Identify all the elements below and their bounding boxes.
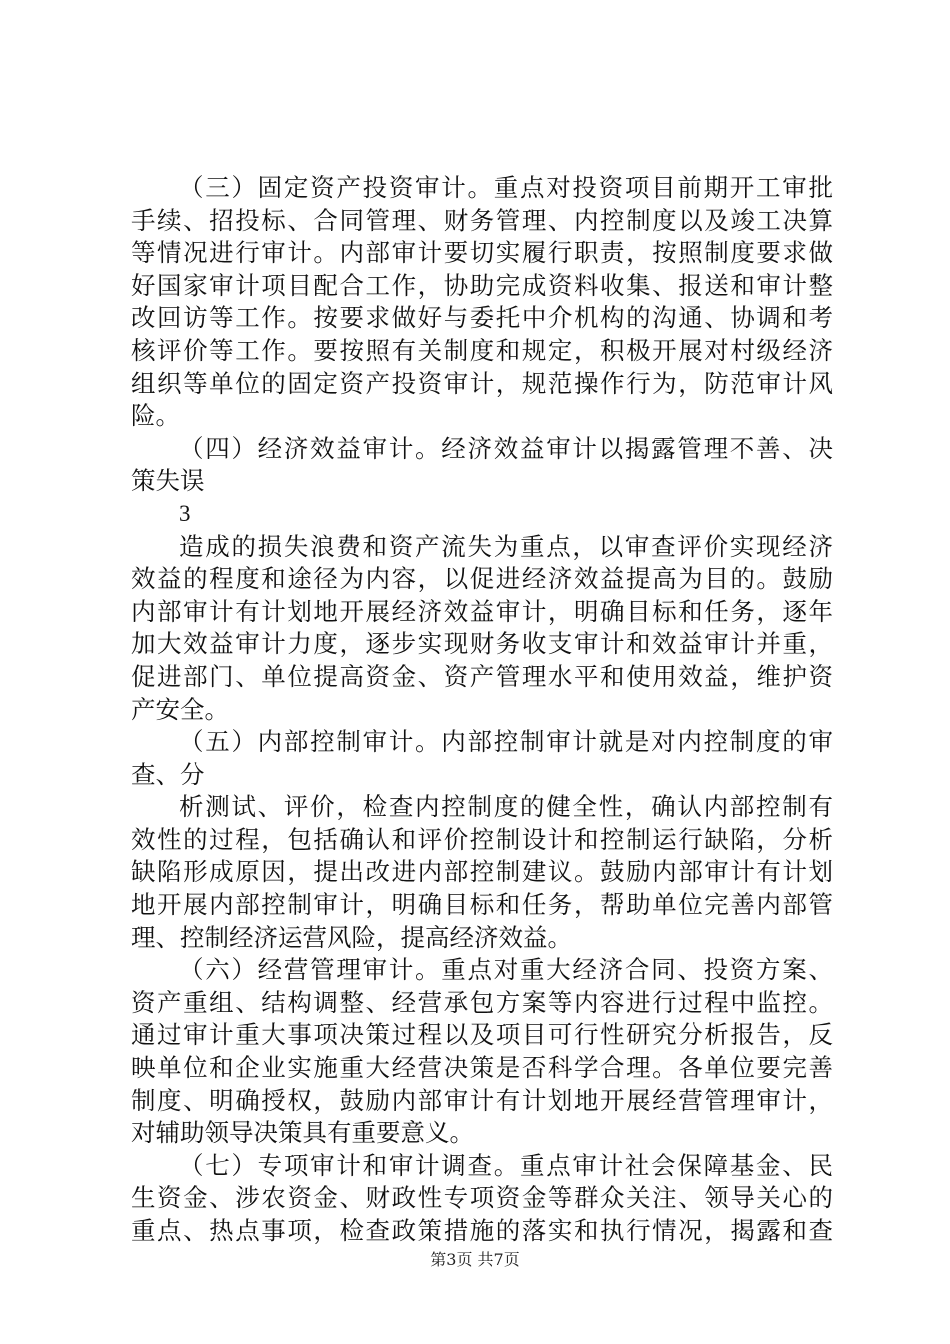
paragraph-line: 产安全。 bbox=[131, 694, 229, 724]
paragraph-line: 资产重组、结构调整、经营承包方案等内容进行过程中监控。 bbox=[131, 987, 833, 1017]
paragraph-line: 等情况进行审计。内部审计要切实履行职责，按照制度要求做 bbox=[131, 238, 833, 268]
paragraph-line: （四）经济效益审计。经济效益审计以揭露管理不善、决 bbox=[179, 433, 833, 463]
page-footer: 第3页 共7页 bbox=[430, 1250, 520, 1269]
paragraph-line: 好国家审计项目配合工作，协助完成资料收集、报送和审计整 bbox=[131, 270, 833, 300]
paragraph-line: 重点、热点事项，检查政策措施的落实和执行情况，揭露和查 bbox=[131, 1216, 833, 1245]
document-body bbox=[131, 172, 833, 1248]
paragraph-line: 缺陷形成原因，提出改进内部控制建议。鼓励内部审计有计划 bbox=[131, 857, 833, 887]
paragraph-line: 促进部门、单位提高资金、资产管理水平和使用效益，维护资 bbox=[131, 661, 833, 691]
paragraph-line: 制度、明确授权，鼓励内部审计有计划地开展经营管理审计， bbox=[131, 1085, 833, 1115]
paragraph-line: 加大效益审计力度，逐步实现财务收支审计和效益审计并重， bbox=[131, 629, 833, 659]
paragraph-line: 对辅助领导决策具有重要意义。 bbox=[131, 1118, 474, 1148]
paragraph-line: （六）经营管理审计。重点对重大经济合同、投资方案、 bbox=[179, 955, 833, 985]
paragraph-line: 内部审计有计划地开展经济效益审计，明确目标和任务，逐年 bbox=[131, 596, 833, 626]
paragraph-line: 通过审计重大事项决策过程以及项目可行性研究分析报告，反 bbox=[131, 1020, 833, 1050]
paragraph-line: 地开展内部控制审计，明确目标和任务，帮助单位完善内部管 bbox=[131, 890, 833, 920]
paragraph-line: 映单位和企业实施重大经营决策是否科学合理。各单位要完善 bbox=[131, 1053, 833, 1083]
paragraph-line: （五）内部控制审计。内部控制审计就是对内控制度的审 bbox=[179, 727, 833, 757]
paragraph-line: 改回访等工作。按要求做好与委托中介机构的沟通、协调和考 bbox=[131, 303, 833, 333]
paragraph-line: 查、分 bbox=[131, 759, 205, 789]
paragraph-line: 效益的程度和途径为内容，以促进经济效益提高为目的。鼓励 bbox=[131, 564, 833, 594]
paragraph-line: 核评价等工作。要按照有关制度和规定，积极开展对村级经济 bbox=[131, 335, 833, 365]
paragraph-line: 组织等单位的固定资产投资审计，规范操作行为，防范审计风 bbox=[131, 368, 833, 398]
inline-page-number: 3 bbox=[179, 500, 191, 526]
paragraph-line: 效性的过程，包括确认和评价控制设计和控制运行缺陷，分析 bbox=[131, 824, 833, 854]
paragraph-line: （七）专项审计和审计调查。重点审计社会保障基金、民 bbox=[179, 1150, 833, 1180]
paragraph-line: 手续、招投标、合同管理、财务管理、内控制度以及竣工决算 bbox=[131, 205, 833, 235]
paragraph-line: 险。 bbox=[131, 401, 180, 431]
paragraph-line: 理、控制经济运营风险，提高经济效益。 bbox=[131, 922, 572, 952]
paragraph-line: 策失误 bbox=[131, 466, 205, 496]
paragraph-line: 析测试、评价，检查内控制度的健全性，确认内部控制有 bbox=[179, 792, 833, 822]
paragraph-line: 生资金、涉农资金、财政性专项资金等群众关注、领导关心的 bbox=[131, 1183, 833, 1213]
paragraph-line: （三）固定资产投资审计。重点对投资项目前期开工审批 bbox=[179, 173, 833, 202]
paragraph-line: 造成的损失浪费和资产流失为重点，以审查评价实现经济 bbox=[179, 531, 833, 561]
